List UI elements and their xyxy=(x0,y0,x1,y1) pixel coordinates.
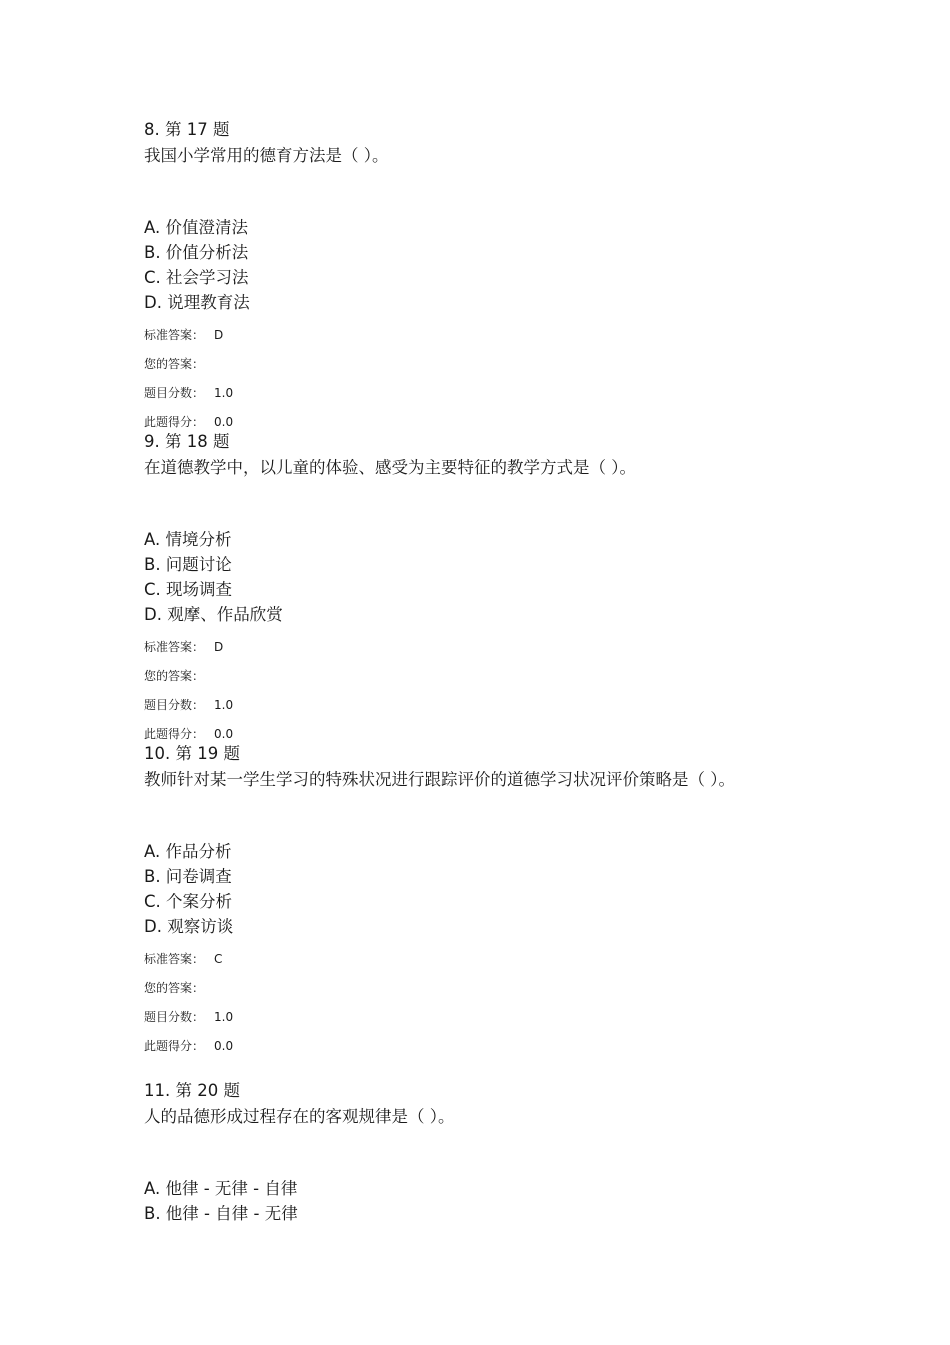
meta-label: 此题得分： xyxy=(144,415,205,429)
option-b: B. 问卷调查 xyxy=(144,867,232,886)
meta-label: 标准答案： xyxy=(144,640,205,654)
meta-label: 标准答案： xyxy=(144,328,205,342)
meta-value: D xyxy=(214,328,224,342)
standard-answer xyxy=(144,945,764,974)
meta-label: 题目分数： xyxy=(144,386,205,400)
meta-value: 1.0 xyxy=(214,1010,234,1024)
options-list xyxy=(144,839,764,939)
question-stem: 教师针对某一学生学习的特殊状况进行跟踪评价的道德学习状况评价策略是（ ）。 xyxy=(144,770,735,789)
meta-label: 标准答案： xyxy=(144,952,205,966)
question-title: 9. 第 18 题 xyxy=(144,432,230,451)
question-title: 11. 第 20 题 xyxy=(144,1081,240,1100)
option-c: C. 社会学习法 xyxy=(144,268,249,287)
question-11 xyxy=(144,1080,764,1226)
options-list xyxy=(144,527,764,627)
meta-value: 1.0 xyxy=(214,698,234,712)
meta-label: 题目分数： xyxy=(144,698,205,712)
score-info xyxy=(144,945,764,1061)
question-10 xyxy=(144,743,764,1061)
meta-value: D xyxy=(214,640,224,654)
options-list xyxy=(144,215,764,315)
standard-answer xyxy=(144,321,764,350)
option-a: A. 情境分析 xyxy=(144,530,232,549)
score-info xyxy=(144,633,764,749)
earned-score xyxy=(144,1032,764,1061)
question-score xyxy=(144,1003,764,1032)
option-c: C. 现场调查 xyxy=(144,580,233,599)
meta-value: 1.0 xyxy=(214,386,234,400)
meta-value: 0.0 xyxy=(214,727,234,741)
option-d: D. 说理教育法 xyxy=(144,293,250,312)
question-score xyxy=(144,379,764,408)
question-stem: 我国小学常用的德育方法是（ ）。 xyxy=(144,146,389,165)
standard-answer xyxy=(144,633,764,662)
meta-label: 此题得分： xyxy=(144,727,205,741)
your-answer xyxy=(144,350,764,379)
meta-value: 0.0 xyxy=(214,1039,234,1053)
your-answer xyxy=(144,974,764,1003)
meta-value: C xyxy=(214,952,223,966)
question-8 xyxy=(144,119,764,437)
question-stem: 在道德教学中，以儿童的体验、感受为主要特征的教学方式是（ ）。 xyxy=(144,458,636,477)
meta-label: 您的答案： xyxy=(144,981,205,995)
question-stem: 人的品德形成过程存在的客观规律是（ ）。 xyxy=(144,1107,455,1126)
score-info xyxy=(144,321,764,437)
meta-label: 您的答案： xyxy=(144,669,205,683)
meta-label: 题目分数： xyxy=(144,1010,205,1024)
option-a: A. 他律 - 无律 - 自律 xyxy=(144,1179,298,1198)
option-b: B. 他律 - 自律 - 无律 xyxy=(144,1204,298,1223)
option-c: C. 个案分析 xyxy=(144,892,233,911)
question-title: 10. 第 19 题 xyxy=(144,744,240,763)
question-score xyxy=(144,691,764,720)
option-a: A. 作品分析 xyxy=(144,842,232,861)
option-d: D. 观摩、作品欣赏 xyxy=(144,605,283,624)
question-title: 8. 第 17 题 xyxy=(144,120,230,139)
your-answer xyxy=(144,662,764,691)
option-d: D. 观察访谈 xyxy=(144,917,234,936)
meta-label: 您的答案： xyxy=(144,357,205,371)
meta-value: 0.0 xyxy=(214,415,234,429)
option-b: B. 价值分析法 xyxy=(144,243,249,262)
question-9 xyxy=(144,431,764,749)
options-list xyxy=(144,1176,764,1226)
option-a: A. 价值澄清法 xyxy=(144,218,248,237)
option-b: B. 问题讨论 xyxy=(144,555,232,574)
meta-label: 此题得分： xyxy=(144,1039,205,1053)
